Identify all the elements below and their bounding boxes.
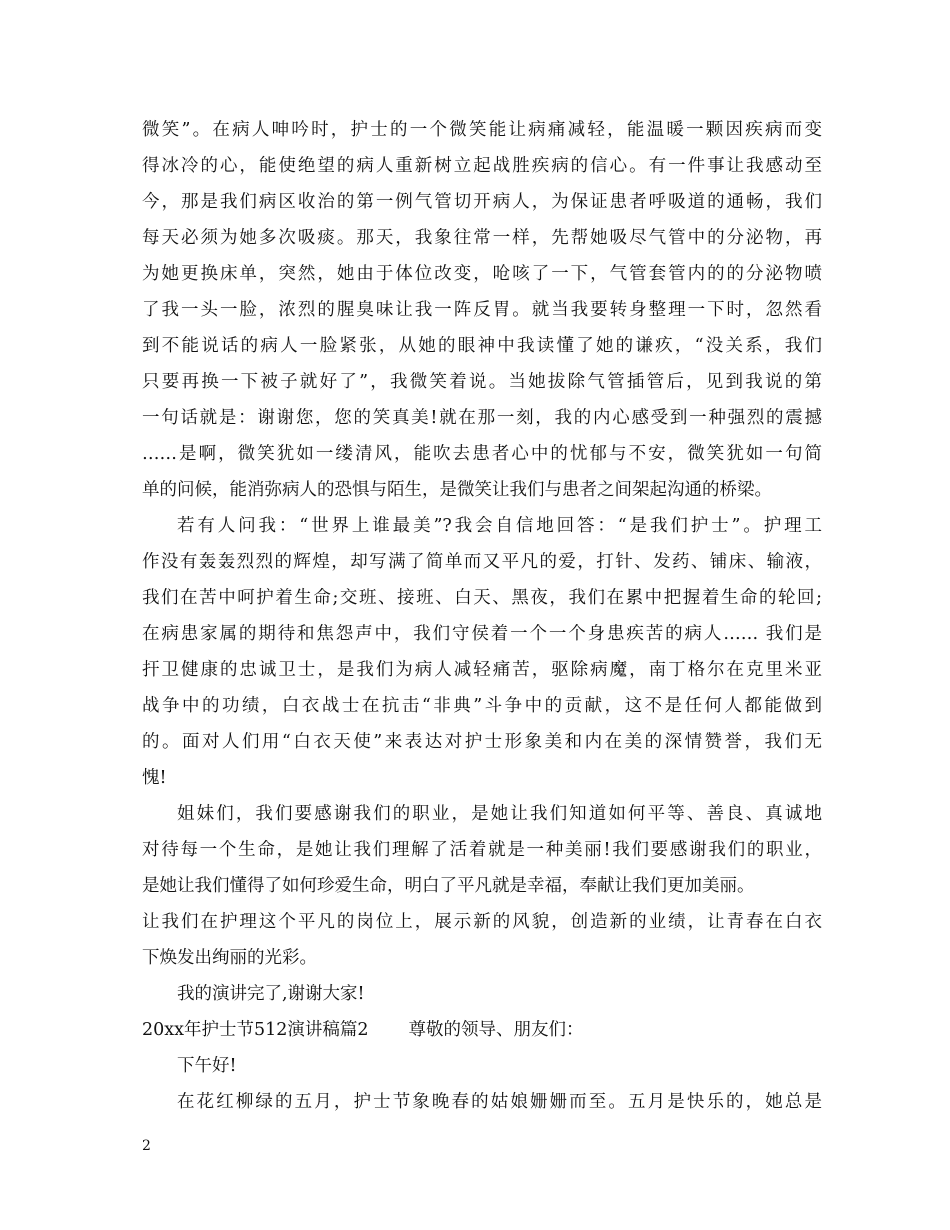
speech-title: 20xx年护士节512演讲稿篇2 xyxy=(142,1020,369,1040)
paragraph-line: 单的问候，能消弥病人的恐惧与陌生，是微笑让我们与患者之间架起沟通的桥梁。 xyxy=(142,480,772,500)
paragraph-line: 一句话就是：谢谢您，您的笑真美!就在那一刻，我的内心感受到一种强烈的震撼 xyxy=(142,408,822,428)
paragraph-line: 战争中的功绩，白衣战士在抗击“非典”斗争中的贡献，这不是任何人都能做到 xyxy=(142,696,822,716)
paragraph-line: 我们在苦中呵护着生命;交班、接班、白天、黑夜，我们在累中把握着生命的轮回; xyxy=(142,588,822,608)
paragraph-line: 为她更换床单，突然，她由于体位改变，呛咳了一下，气管套管内的的分泌物喷 xyxy=(142,264,822,284)
paragraph-line: 作没有轰轰烈烈的辉煌，却写满了简单而又平凡的爱，打针、发药、铺床、输液， xyxy=(142,552,822,572)
paragraph-line: 每天必须为她多次吸痰。那天，我象往常一样，先帮她吸尽气管中的分泌物，再 xyxy=(142,228,822,248)
paragraph-line: 在病患家属的期待和焦怨声中，我们守侯着一个一个身患疾苦的病人…… 我们是 xyxy=(142,624,822,644)
paragraph-line: 了我一头一脸，浓烈的腥臭味让我一阵反胃。就当我要转身整理一下时，忽然看 xyxy=(142,300,822,320)
speech-title-line xyxy=(142,1012,822,1048)
paragraph-line: 的。面对人们用“白衣天使”来表达对护士形象美和内在美的深情赞誉，我们无 xyxy=(142,732,822,752)
paragraph-line: 若有人问我：“世界上谁最美”?我会自信地回答：“是我们护士”。护理工 xyxy=(177,516,822,536)
paragraph-line: 是她让我们懂得了如何珍爱生命，明白了平凡就是幸福，奉献让我们更加美丽。 xyxy=(142,876,755,896)
paragraph-line: 只要再换一下被子就好了”，我微笑着说。当她拔除气管插管后，见到我说的第 xyxy=(142,372,822,392)
paragraph-line: 扞卫健康的忠诚卫士，是我们为病人减轻痛苦，驱除病魔，南丁格尔在克里米亚 xyxy=(142,660,822,680)
document-body xyxy=(142,112,822,1120)
paragraph-line: ……是啊，微笑犹如一缕清风，能吹去患者心中的忧郁与不安，微笑犹如一句简 xyxy=(142,444,822,464)
paragraph-line: 到不能说话的病人一脸紧张，从她的眼神中我读懂了她的谦疚，“没关系，我们 xyxy=(142,336,822,356)
paragraph-line: 愧! xyxy=(142,768,167,788)
paragraph-line: 姐妹们，我们要感谢我们的职业，是她让我们知道如何平等、善良、真诚地 xyxy=(177,804,822,824)
paragraph-line: 今，那是我们病区收治的第一例气管切开病人，为保证患者呼吸道的通畅，我们 xyxy=(142,192,822,212)
greeting-line: 下午好! xyxy=(177,1056,237,1076)
paragraph-line: 微笑”。在病人呻吟时，护士的一个微笑能让病痛减轻，能温暖一颗因疾病而变 xyxy=(142,120,822,140)
paragraph-line: 对待每一个生命，是她让我们理解了活着就是一种美丽!我们要感谢我们的职业， xyxy=(142,840,822,860)
paragraph-line: 在花红柳绿的五月，护士节象晚春的姑娘姗姗而至。五月是快乐的，她总是 xyxy=(177,1092,822,1112)
page-number: 2 xyxy=(142,1138,151,1154)
paragraph-line: 下焕发出绚丽的光彩。 xyxy=(142,948,317,968)
closing-line: 我的演讲完了,谢谢大家! xyxy=(177,984,365,1004)
paragraph-line: 让我们在护理这个平凡的岗位上，展示新的风貌，创造新的业绩，让青春在白衣 xyxy=(142,912,822,932)
paragraph-line: 得冰冷的心，能使绝望的病人重新树立起战胜疾病的信心。有一件事让我感动至 xyxy=(142,156,822,176)
salutation: 尊敬的领导、朋友们： xyxy=(408,1020,584,1040)
